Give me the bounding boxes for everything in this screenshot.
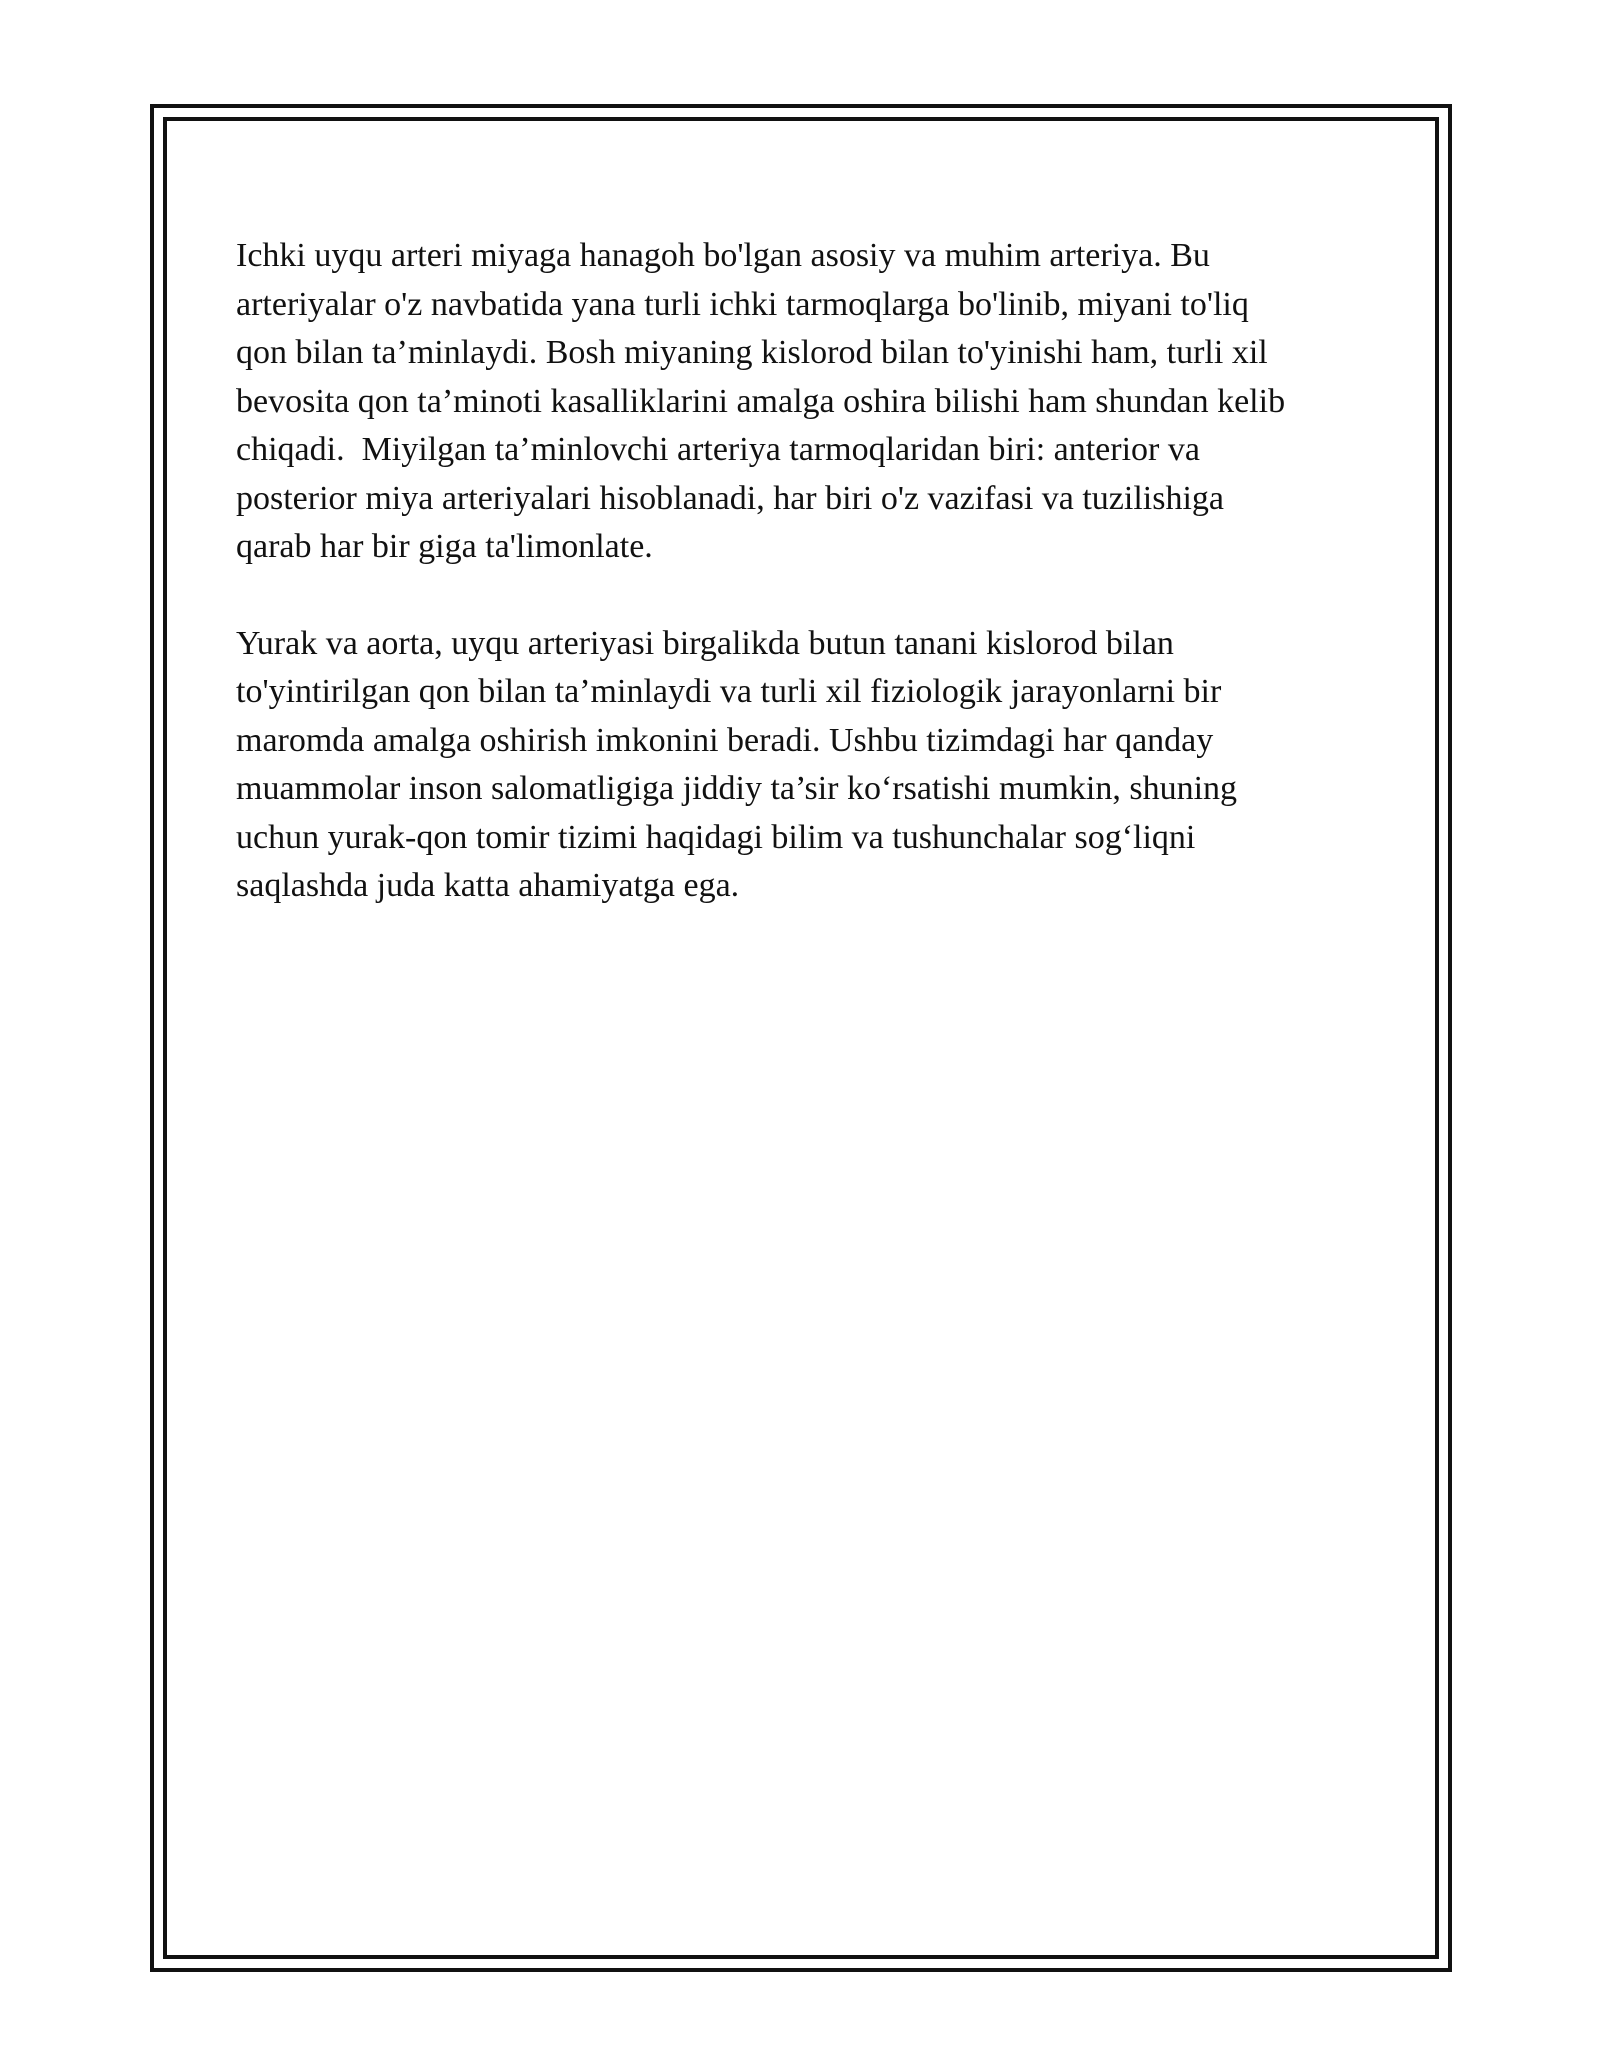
paragraph-2: Yurak va aorta, uyqu arteriyasi birgalikda butun tanani kislorod bilan to'yintirilgan qon bilan ta’minlaydi va turli xil fiziologik jarayonlarni bir maromda amalga oshirish imkonini beradi. Ushbu tizimdagi har qanday muammolar inson salomatligiga jiddiy ta’sir ko‘rsatishi mumkin, shuning uchun yurak-qon tomir tizimi haqidagi bilim va tushunchalar sog‘liqni saqlashda juda katta ahamiyatga ega.: [236, 624, 1238, 904]
document-body: [236, 232, 1366, 959]
paragraph-1: Ichki uyqu arteri miyaga hanagoh bo'lgan asosiy va muhim arteriya. Bu arteriyalar o'z navbatida yana turli ichki tarmoqlarga bo'linib, miyani to'liq qon bilan ta’minlaydi. Bosh miyaning kislorod bilan to'yinishi ham, turli xil bevosita qon ta’minoti kasalliklarini amalga oshira bilishi ham shundan kelib chiqadi. Miyilgan ta’minlovchi arteriya tarmoqlaridan biri: anterior va posterior miya arteriyalari hisoblanadi, har biri o'z vazifasi va tuzilishiga qarab har bir giga ta'limonlate.: [236, 237, 1286, 565]
